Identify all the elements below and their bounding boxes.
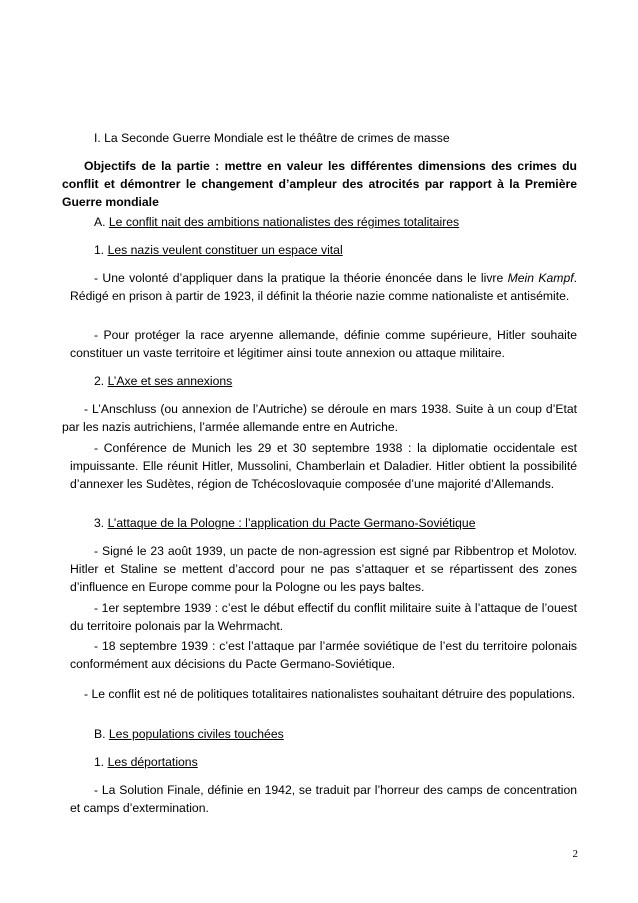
paragraph-anschluss: - L’Anschluss (ou annexion de l’Autriche) se déroule en mars 1938. Suite à un coup d’Etat par les nazis autrichiens, l’armée allemande entre en Autriche. <box>62 402 577 434</box>
page-number: 2 <box>572 848 578 860</box>
subsection-b1-heading: 1. Les déportations <box>94 755 198 769</box>
paragraph-solution-finale: - La Solution Finale, définie en 1942, se traduit par l’horreur des camps de concentration et camps d’extermination. <box>70 783 577 815</box>
paragraph-18-septembre: - 18 septembre 1939 : c’est l’attaque par l’armée soviétique de l’est du territoire polonais conformément aux décisions du Pacte Germano-Soviétique. <box>70 639 577 671</box>
subsection-a3-heading: 3. L’attaque de la Pologne : l’application du Pacte Germano-Soviétique <box>94 516 476 530</box>
paragraph-conclusion-a: - Le conflit est né de politiques totalitaires nationalistes souhaitant détruire des populations. <box>84 687 576 701</box>
paragraph-munich: - Conférence de Munich les 29 et 30 septembre 1938 : la diplomatie occidentale est impuissante. Elle réunit Hitler, Mussolini, Chamberlain et Daladier. Hitler obtient la possibilité d’annexer les Sudètes, région de Tchécoslovaquie composée d’une majorité d’Allemands. <box>70 441 577 491</box>
paragraph-race-aryenne: - Pour protéger la race aryenne allemande, définie comme supérieure, Hitler souhaite constituer un vaste territoire et légitimer ainsi toute annexion ou attaque militaire. <box>70 328 577 360</box>
paragraph-1er-septembre: - 1er septembre 1939 : c’est le début effectif du conflit militaire suite à l’attaque de l’ouest du territoire polonais par la Wehrmacht. <box>70 601 577 633</box>
subsection-a1-heading: 1. Les nazis veulent constituer un espace vital <box>94 243 343 257</box>
paragraph-mein-kampf: - Une volonté d’appliquer dans la pratique la théorie énoncée dans le livre Mein Kampf. Rédigé en prison à partir de 1923, il définit la théorie nazie comme nationaliste et antisémite. <box>70 271 578 303</box>
section-title: I. La Seconde Guerre Mondiale est le théâtre de crimes de masse <box>94 131 450 145</box>
paragraph-pacte: - Signé le 23 août 1939, un pacte de non-agression est signé par Ribbentrop et Molotov. Hitler et Staline se mettent d’accord pour ne pas s’attaquer et se répartissent des zones d’influence en Europe comme pour la Pologne ou les pays baltes. <box>70 544 577 594</box>
subsection-a-heading: A. Le conflit nait des ambitions nationalistes des régimes totalitaires <box>94 215 460 229</box>
objectives-paragraph: Objectifs de la partie : mettre en valeur les différentes dimensions des crimes du conflit et démontrer le changement d’ampleur des atrocités par rapport à la Première Guerre mondiale <box>62 159 577 209</box>
subsection-a2-heading: 2. L’Axe et ses annexions <box>94 374 233 388</box>
subsection-b-heading: B. Les populations civiles touchées <box>94 727 284 741</box>
